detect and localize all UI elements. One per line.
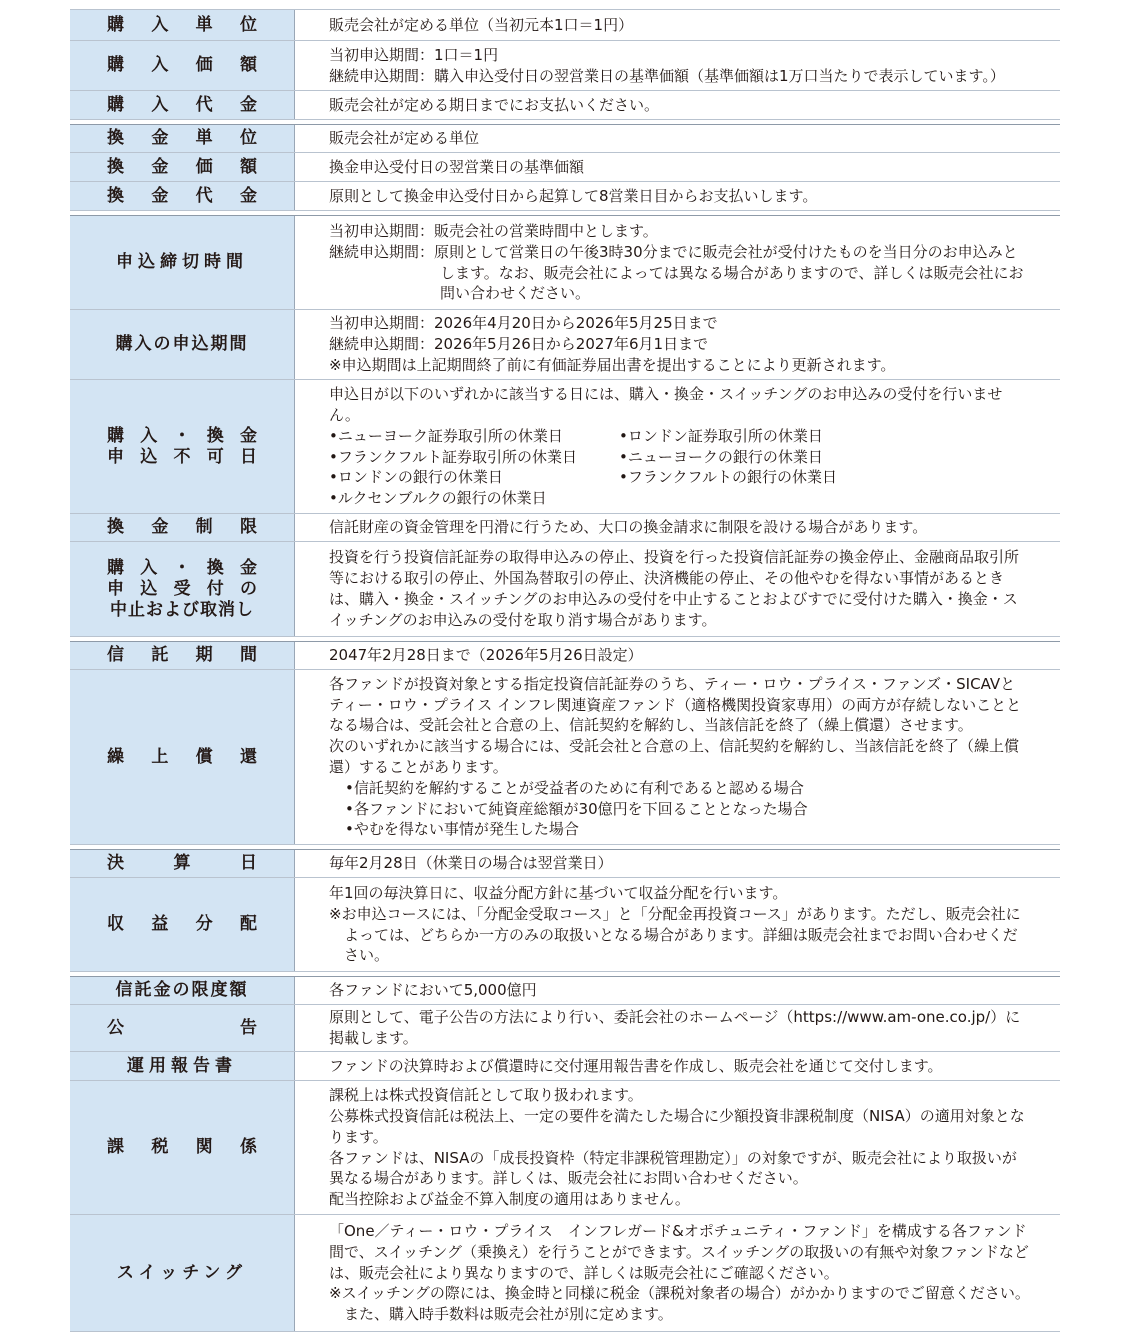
label-char: 上 <box>151 746 169 767</box>
row-content <box>295 542 1060 636</box>
label-line <box>107 1018 257 1039</box>
label-stack <box>107 558 257 621</box>
row-content <box>295 91 1060 119</box>
label-char: 購 <box>107 557 124 578</box>
content-text: 次のいずれかに該当する場合には、受託会社と合意の上、信託契約を解約し、当該信託を終了（繰上償還）することがあります。 <box>329 737 1020 776</box>
label-text: 運用報告書 <box>127 1055 237 1076</box>
label-char: 額 <box>239 156 257 177</box>
row-label <box>70 310 295 379</box>
spec-row <box>70 153 1060 182</box>
label-line <box>107 55 257 76</box>
label-char: 込 <box>140 578 158 599</box>
list-item: •やむを得ない事情が発生した場合 <box>345 820 579 839</box>
content-text: 当初申込期間：1口＝1円 <box>329 45 499 64</box>
label-text: 信託金の限度額 <box>115 980 249 1000</box>
spec-row <box>70 1081 1060 1215</box>
label-char: 入 <box>140 425 158 446</box>
label-char: 単 <box>195 14 213 35</box>
row-label <box>70 216 295 309</box>
content-text: 原則として、電子公告の方法により行い、委託会社のホームページ（https://www.am-one.co.jp/）に掲載します。 <box>329 1008 1021 1047</box>
label-line <box>107 426 257 447</box>
row-content <box>295 41 1060 90</box>
label-text: 購入の申込期間 <box>115 334 249 354</box>
label-char: 不 <box>173 446 191 467</box>
row-label <box>70 1215 295 1331</box>
row-label <box>70 153 295 181</box>
row-label <box>70 1081 295 1214</box>
spec-row <box>70 91 1060 120</box>
label-char: 換 <box>107 517 124 537</box>
label-char: 期 <box>195 645 213 665</box>
label-char: 購 <box>107 94 124 115</box>
content-text: 2047年2月28日まで（2026年5月26日設定） <box>329 646 643 665</box>
row-content <box>295 977 1060 1004</box>
list-item: •フランクフルト証券取引所の休業日 <box>329 447 577 466</box>
label-line <box>107 579 257 600</box>
label-line <box>107 1137 257 1158</box>
label-line <box>107 914 257 935</box>
label-char: 金 <box>239 94 257 115</box>
spec-row <box>70 310 1060 380</box>
spec-row <box>70 641 1060 670</box>
content-text: 各ファンドが投資対象とする指定投資信託証券のうち、ティー・ロウ・プライス・ファンズ・SICAVとティー・ロウ・プライス インフレ関連資産ファンド（適格機関投資家専用）の両方が存続しないこととなる場合は、受託会社と合意の上、信託契約を解約し、当該信託を終了（繰上償還）させます。 <box>329 674 1022 735</box>
spec-row <box>70 182 1060 211</box>
row-label <box>70 642 295 669</box>
label-char: 公 <box>107 1017 124 1038</box>
spec-row <box>70 976 1060 1005</box>
label-char: 受 <box>173 578 191 599</box>
content-text: 申込日が以下のいずれかに該当する日には、購入・換金・スイッチングのお申込みの受付を行いません。 <box>329 385 1003 424</box>
label-char: 位 <box>239 14 257 35</box>
content-text: ファンドの決算時および償還時に交付運用報告書を作成し、販売会社を通じて交付します。 <box>329 1056 943 1075</box>
label-char: 入 <box>151 55 169 75</box>
list-item: •ルクセンブルクの銀行の休業日 <box>329 489 547 508</box>
label-char: の <box>240 578 257 599</box>
label-char: 付 <box>206 578 224 599</box>
row-label <box>70 125 295 152</box>
label-char: 購 <box>107 425 124 446</box>
content-text: ※申込期間は上記期間終了前に有価証券届出書を提出することにより更新されます。 <box>329 355 896 374</box>
row-label <box>70 1005 295 1051</box>
label-char: 金 <box>151 128 169 148</box>
label-char: 日 <box>240 853 257 873</box>
label-char: 配 <box>239 914 257 934</box>
row-content <box>295 642 1060 669</box>
label-char: 入 <box>140 557 158 578</box>
spec-row <box>70 9 1060 41</box>
row-label <box>70 182 295 210</box>
content-text: 継続申込期間：2026年5月26日から2027年6月1日まで <box>329 335 709 354</box>
row-label <box>70 10 295 40</box>
label-char: 換 <box>107 156 124 177</box>
label-text: 申込締切時間 <box>116 252 248 272</box>
content-text: 販売会社が定める単位（当初元本1口＝1円） <box>329 15 634 34</box>
label-char: 単 <box>195 128 213 148</box>
content-text: 公募株式投資信託は税法上、一定の要件を満たした場合に少額投資非課税制度（NISA）の適用対象となります。 <box>329 1106 1025 1146</box>
row-content <box>295 153 1060 181</box>
row-label <box>70 1052 295 1080</box>
content-text: 毎年2月28日（休業日の場合は翌営業日） <box>329 854 613 873</box>
label-char: 限 <box>239 517 257 537</box>
content-text: 換金申込受付日の翌営業日の基準価額 <box>329 157 585 176</box>
label-line <box>107 186 257 207</box>
content-text: 販売会社が定める単位 <box>329 129 480 148</box>
label-char: 代 <box>195 185 213 206</box>
spec-row <box>70 380 1060 514</box>
label-char: 代 <box>195 94 213 115</box>
label-char: 係 <box>239 1137 257 1157</box>
row-label <box>70 977 295 1004</box>
label-char: 託 <box>151 645 169 665</box>
label-char: 告 <box>240 1017 257 1038</box>
content-text: 継続申込期間：原則として営業日の午後3時30分までに販売会社が受付けたものを当日分のお申込みとします。なお、販売会社によっては異なる場合がありますので、詳しくは販売会社にお問い合わせください。 <box>329 242 1024 303</box>
row-label <box>70 514 295 541</box>
content-text: 継続申込期間：購入申込受付日の翌営業日の基準価額（基準価額は1万口当たりで表示しています。） <box>329 66 1005 85</box>
spec-row <box>70 542 1060 637</box>
content-text: 原則として換金申込受付日から起算して8営業日目からお支払いします。 <box>329 186 818 205</box>
fund-terms-table <box>70 9 1060 1332</box>
label-char: 申 <box>107 578 124 599</box>
label-char: 入 <box>151 94 169 115</box>
spec-row <box>70 1005 1060 1052</box>
label-char: 申 <box>107 446 124 467</box>
label-char: 込 <box>140 446 158 467</box>
label-char: 換 <box>107 128 124 148</box>
label-line <box>107 517 257 538</box>
label-char: 日 <box>240 446 257 467</box>
spec-row <box>70 215 1060 310</box>
spec-row <box>70 670 1060 845</box>
row-content <box>295 670 1060 844</box>
label-char: 制 <box>195 517 213 537</box>
spec-row <box>70 878 1060 972</box>
row-label <box>70 878 295 971</box>
label-char: 金 <box>151 517 169 537</box>
list-item: •信託契約を解約することが受益者のために有利であると認める場合 <box>345 778 804 797</box>
label-char: 収 <box>107 914 124 934</box>
holiday-list <box>329 426 1030 509</box>
label-char: 金 <box>240 557 257 578</box>
content-text: ※お申込コースには、「分配金受取コース」と「分配金再投資コース」があります。ただし、販売会社によっては、どちらか一方のみの取扱いとなる場合があります。詳細は販売会社までお問い合わせください。 <box>329 904 1021 965</box>
label-line: 中止および取消し <box>110 599 254 620</box>
row-label <box>70 542 295 636</box>
label-char: 償 <box>195 746 213 767</box>
label-char: 額 <box>239 55 257 75</box>
label-stack <box>107 426 257 468</box>
row-content <box>295 514 1060 541</box>
content-text: 当初申込期間：2026年4月20日から2026年5月25日まで <box>329 314 718 333</box>
row-content <box>295 1215 1060 1331</box>
content-text: 年1回の毎決算日に、収益分配方針に基づいて収益分配を行います。 <box>329 883 788 902</box>
label-char: 金 <box>239 185 257 206</box>
label-char: 算 <box>173 853 191 873</box>
label-char: 信 <box>107 645 124 665</box>
content-text: ※スイッチングの際には、換金時と同様に税金（課税対象者の場合）がかかりますのでご留意ください。また、購入時手数料は販売会社が別に定めます。 <box>329 1284 1030 1324</box>
label-char: 位 <box>239 128 257 148</box>
label-char: 価 <box>195 156 213 177</box>
label-char: 間 <box>239 645 257 665</box>
spec-row <box>70 1052 1060 1081</box>
content-text: 投資を行う投資信託証券の取得申込みの停止、投資を行った投資信託証券の換金停止、金融商品取引所等における取引の停止、外国為替取引の停止、決済機能の停止、その他やむを得ない事情があるときは、購入・換金・スイッチングのお申込みの受付を中止することおよびすでに受付けた購入・換金・スイッチングのお申込みの受付を取り消す場合があります。 <box>329 548 1020 629</box>
label-char: 購 <box>107 14 124 35</box>
label-line <box>107 747 257 768</box>
content-text: 販売会社が定める期日までにお支払いください。 <box>329 95 660 114</box>
spec-row <box>70 514 1060 542</box>
content-text: 「One／ティー・ロウ・プライス インフレガード&オポチュニティ・ファンド」を構成する各ファンド間で、スイッチング（乗換え）を行うことができます。スイッチングの取扱いの有無や対象ファンドなどは、販売会社により異なりますので、詳しくは販売会社にご確認ください。 <box>329 1222 1029 1282</box>
row-content <box>295 10 1060 40</box>
spec-row <box>70 41 1060 91</box>
list-item: •ロンドンの銀行の休業日 <box>329 468 503 487</box>
content-text: 信託財産の資金管理を円滑に行うため、大口の換金請求に制限を設ける場合があります。 <box>329 518 928 537</box>
row-content <box>295 1081 1060 1214</box>
label-char: ・ <box>173 557 191 578</box>
label-char: ・ <box>173 425 191 446</box>
label-char: 関 <box>195 1137 213 1157</box>
label-char: 益 <box>151 914 169 934</box>
label-char: 入 <box>151 14 169 35</box>
label-char: 換 <box>206 425 224 446</box>
label-char: 換 <box>107 185 124 206</box>
list-item: •ニューヨーク証券取引所の休業日 <box>329 426 563 445</box>
label-char: 金 <box>151 156 169 177</box>
row-content <box>295 310 1060 379</box>
label-line <box>107 15 257 36</box>
label-char: 金 <box>151 185 169 206</box>
row-label <box>70 670 295 844</box>
label-char: 分 <box>195 914 213 934</box>
label-line <box>107 853 257 874</box>
row-content <box>295 380 1060 513</box>
label-text: スイッチング <box>116 1262 248 1283</box>
label-line <box>107 157 257 178</box>
spec-row <box>70 849 1060 878</box>
row-content <box>295 850 1060 877</box>
content-text: 当初申込期間：販売会社の営業時間中とします。 <box>329 221 658 240</box>
label-char: 金 <box>240 425 257 446</box>
row-label <box>70 91 295 119</box>
list-item: •ニューヨークの銀行の休業日 <box>619 447 823 466</box>
label-line <box>107 95 257 116</box>
label-line <box>107 447 257 468</box>
label-char: 価 <box>195 55 213 75</box>
label-line <box>107 645 257 666</box>
label-line <box>107 558 257 579</box>
list-item: •フランクフルトの銀行の休業日 <box>619 468 837 487</box>
row-content <box>295 125 1060 152</box>
row-content <box>295 216 1060 309</box>
label-char: 換 <box>206 557 224 578</box>
row-content <box>295 878 1060 971</box>
row-label <box>70 850 295 877</box>
row-content <box>295 182 1060 210</box>
list-item: •各ファンドにおいて純資産総額が30億円を下回ることとなった場合 <box>345 799 808 818</box>
spec-row <box>70 1215 1060 1332</box>
row-content <box>295 1005 1060 1051</box>
spec-row <box>70 124 1060 153</box>
label-char: 課 <box>107 1137 124 1157</box>
content-text: 各ファンドにおいて5,000億円 <box>329 981 537 1000</box>
row-label <box>70 41 295 90</box>
list-item: •ロンドン証券取引所の休業日 <box>619 426 823 445</box>
label-line <box>107 128 257 149</box>
label-char: 税 <box>151 1137 169 1157</box>
content-text: 各ファンドは、NISAの「成長投資枠（特定非課税管理勘定）」の対象ですが、販売会社により取扱いが異なる場合があります。詳しくは、販売会社にお問い合わせください。 <box>329 1148 1017 1188</box>
label-char: 可 <box>206 446 224 467</box>
content-text: 配当控除および益金不算入制度の適用はありません。 <box>329 1190 690 1209</box>
label-char: 還 <box>239 746 257 767</box>
label-char: 繰 <box>107 746 124 767</box>
label-char: 購 <box>107 55 124 75</box>
label-char: 決 <box>107 853 124 873</box>
content-text: 課税上は株式投資信託として取り扱われます。 <box>329 1086 643 1105</box>
row-label <box>70 380 295 513</box>
row-content <box>295 1052 1060 1080</box>
